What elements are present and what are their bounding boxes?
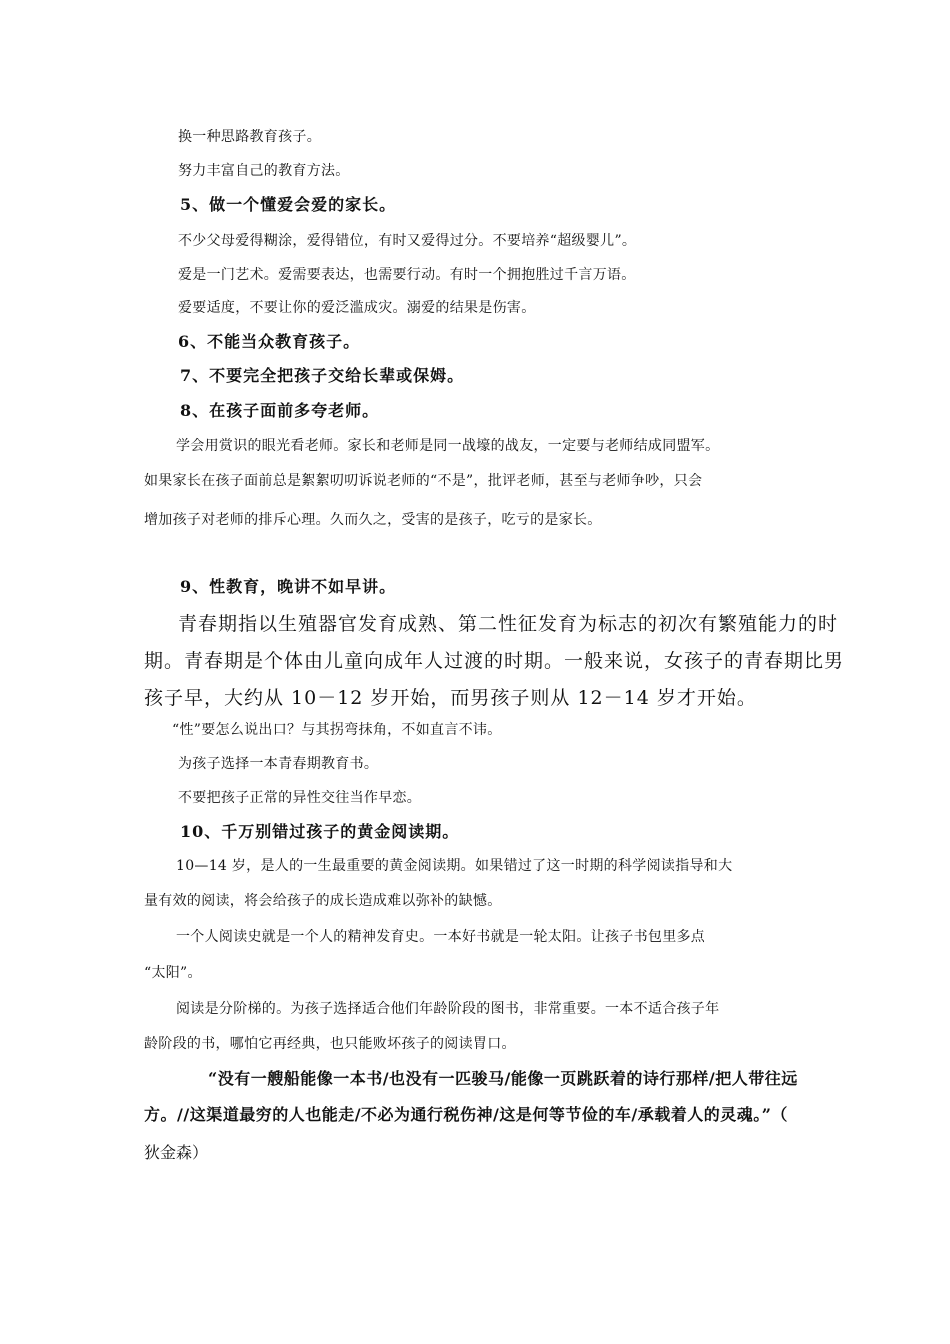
text-line: 为孩子选择一本青春期教育书。 — [178, 756, 379, 772]
text-line: 努力丰富自己的教育方法。 — [178, 163, 350, 179]
text-line: 期。青春期是个体由儿童向成年人过渡的时期。一般来说，女孩子的青春期比男 — [144, 650, 845, 672]
quote-line: “没有一艘船能像一本书/也没有一匹骏马/能像一页跳跃着的诗行那样/把人带往远 — [208, 1069, 798, 1088]
text-line: 龄阶段的书，哪怕它再经典，也只能败坏孩子的阅读胃口。 — [144, 1036, 516, 1052]
section-heading-9: 9、性教育，晚讲不如早讲。 — [180, 577, 397, 596]
text-line: 不要把孩子正常的异性交往当作早恋。 — [178, 790, 422, 806]
text-line: 学会用赏识的眼光看老师。家长和老师是同一战壕的战友，一定要与老师结成同盟军。 — [176, 438, 720, 454]
text-line: 增加孩子对老师的排斥心理。久而久之，受害的是孩子，吃亏的是家长。 — [144, 512, 602, 528]
quote-line: 方。//这渠道最穷的人也能走/不必为通行税伤神/这是何等节俭的车/承载着人的灵魂。”（ — [144, 1105, 788, 1124]
text-line: 量有效的阅读，将会给孩子的成长造成难以弥补的缺憾。 — [144, 893, 502, 909]
section-heading-10: 10、千万别错过孩子的黄金阅读期。 — [180, 822, 460, 841]
text-line: 一个人阅读史就是一个人的精神发育史。一本好书就是一轮太阳。让孩子书包里多点 — [176, 929, 706, 945]
text-line: 孩子早，大约从 10－12 岁开始，而男孩子则从 12－14 岁才开始。 — [144, 687, 757, 709]
text-line: 换一种思路教育孩子。 — [178, 129, 321, 145]
section-heading-8: 8、在孩子面前多夸老师。 — [180, 401, 380, 420]
text-line: 如果家长在孩子面前总是絮絮叨叨诉说老师的“不是”，批评老师，甚至与老师争吵，只会 — [144, 473, 703, 489]
text-line: 不少父母爱得糊涂，爱得错位，有时又爱得过分。不要培养“超级婴儿”。 — [178, 233, 637, 249]
text-line: 阅读是分阶梯的。为孩子选择适合他们年龄阶段的图书，非常重要。一本不适合孩子年 — [176, 1001, 720, 1017]
text-line: 爱是一门艺术。爱需要表达，也需要行动。有时一个拥抱胜过千言万语。 — [178, 267, 636, 283]
text-line: 10—14 岁，是人的一生最重要的黄金阅读期。如果错过了这一时期的科学阅读指导和大 — [176, 858, 733, 874]
text-line: “性”要怎么说出口？与其拐弯抹角，不如直言不讳。 — [172, 722, 502, 738]
text-line: 青春期指以生殖器官发育成熟、第二性征发育为标志的初次有繁殖能力的时 — [178, 613, 839, 635]
text-line: 爱要适度，不要让你的爱泛滥成灾。溺爱的结果是伤害。 — [178, 300, 536, 316]
section-heading-5: 5、做一个懂爱会爱的家长。 — [180, 195, 397, 214]
section-heading-6: 6、不能当众教育孩子。 — [178, 332, 361, 351]
text-line: “太阳”。 — [144, 965, 202, 981]
section-heading-7: 7、不要完全把孩子交给长辈或保姆。 — [180, 366, 465, 385]
quote-attribution: 狄金森） — [144, 1143, 209, 1162]
